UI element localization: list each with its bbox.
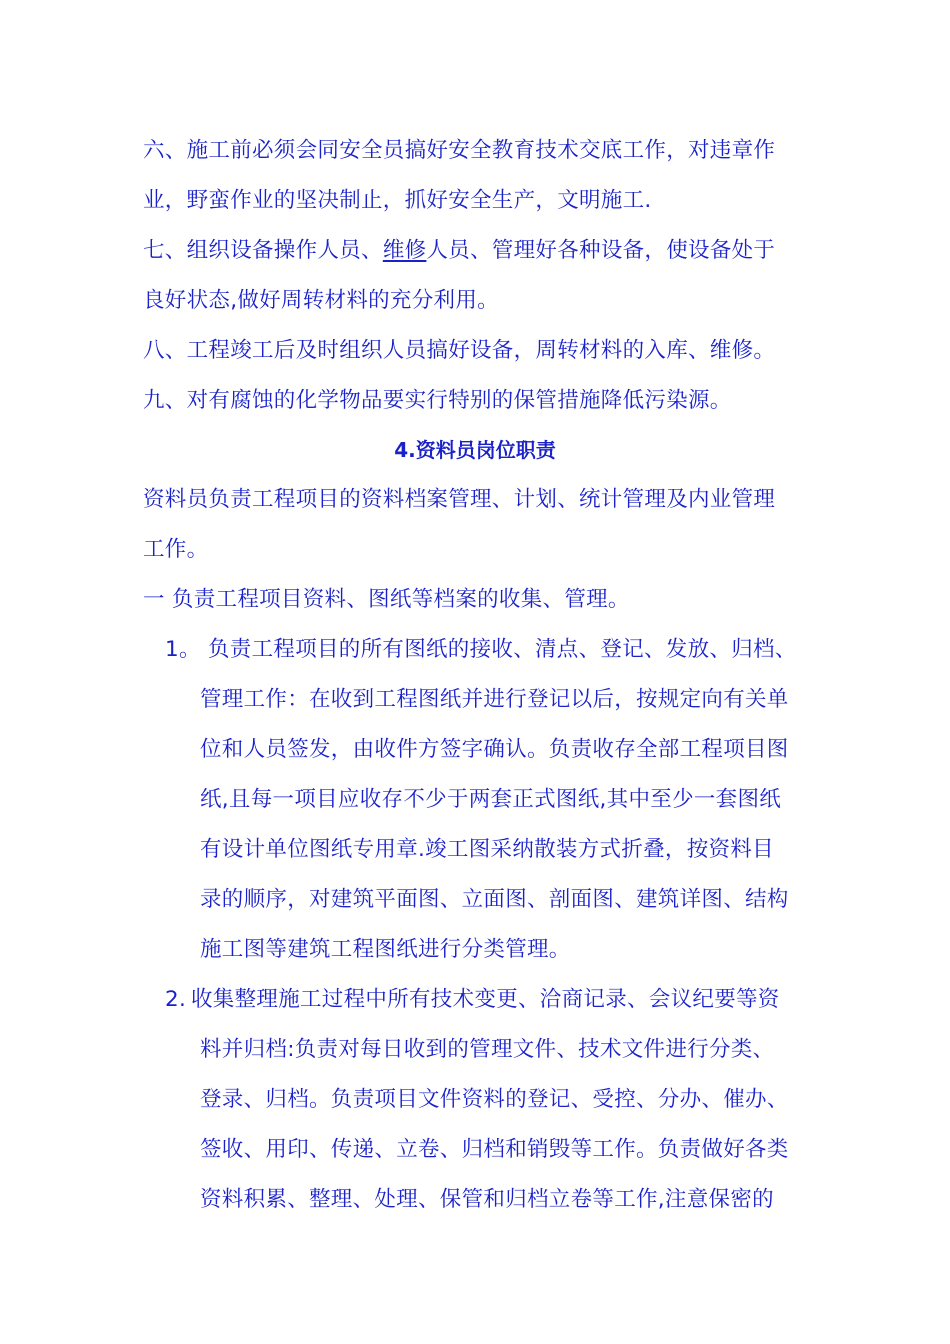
- list-item-1-line-2: 管理工作：在收到工程图纸并进行登记以后，按规定向有关单: [200, 687, 789, 712]
- item-nine-line-1: 九、对有腐蚀的化学物品要实行特别的保管措施降低污染源。: [143, 388, 732, 413]
- list-item-1-line-4: 纸,且每一项目应收存不少于两套正式图纸,其中至少一套图纸: [200, 787, 782, 812]
- list-item-1-marker: 1。: [165, 637, 201, 662]
- list-item-1-line-1: 负责工程项目的所有图纸的接收、清点、登记、发放、归档、: [208, 637, 797, 662]
- section-title: 4.资料员岗位职责: [394, 438, 556, 462]
- item-seven-prefix: 七、组织设备操作人员、: [143, 238, 383, 263]
- item-seven-line-1: [143, 236, 775, 266]
- list-item-2-marker: 2.: [165, 987, 187, 1012]
- item-seven-suffix: 人员、管理好各种设备，使设备处于: [426, 238, 776, 263]
- intro-line-1: 资料员负责工程项目的资料档案管理、计划、统计管理及内业管理: [143, 487, 776, 512]
- part-one-heading: 一 负责工程项目资料、图纸等档案的收集、管理。: [143, 587, 630, 612]
- item-eight-line-1: 八、工程竣工后及时组织人员搞好设备，周转材料的入库、维修。: [143, 338, 776, 363]
- list-item-1-line-3: 位和人员签发，由收件方签字确认。负责收存全部工程项目图: [200, 737, 789, 762]
- list-item-2-line-4: 签收、用印、传递、立卷、归档和销毁等工作。负责做好各类: [200, 1137, 789, 1162]
- item-seven-underlined-word: 维修: [382, 238, 427, 263]
- item-six-line-2: 业，野蛮作业的坚决制止，抓好安全生产，文明施工.: [143, 188, 652, 213]
- list-item-1-line-5: 有设计单位图纸专用章.竣工图采纳散装方式折叠，按资料目: [200, 837, 774, 862]
- list-item-2-line-1: 收集整理施工过程中所有技术变更、洽商记录、会议纪要等资: [191, 987, 780, 1012]
- list-item-2-line-2: 料并归档:负责对每日收到的管理文件、技术文件进行分类、: [200, 1037, 775, 1062]
- list-item-2-line-5: 资料积累、整理、处理、保管和归档立卷等工作,注意保密的: [200, 1187, 774, 1212]
- item-seven-line-2: 良好状态,做好周转材料的充分利用。: [143, 288, 499, 313]
- item-six-line-1: 六、施工前必须会同安全员搞好安全教育技术交底工作，对违章作: [143, 138, 776, 163]
- list-item-1-line-6: 录的顺序，对建筑平面图、立面图、剖面图、建筑详图、结构: [200, 887, 789, 912]
- intro-line-2: 工作。: [143, 537, 209, 562]
- list-item-1-line-7: 施工图等建筑工程图纸进行分类管理。: [200, 937, 571, 962]
- list-item-2-line-3: 登录、归档。负责项目文件资料的登记、受控、分办、催办、: [200, 1087, 789, 1112]
